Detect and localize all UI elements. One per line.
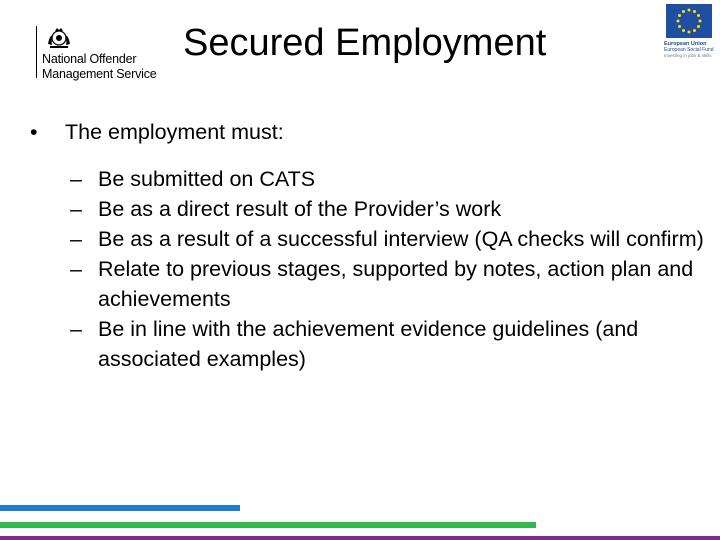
dash-icon: – (70, 167, 82, 191)
footer-bar-green (0, 522, 536, 528)
nps-logo-text (42, 52, 157, 82)
sub-bullet-list (30, 164, 710, 374)
sub-bullet (30, 254, 710, 314)
bullet-dot-icon: • (30, 120, 38, 144)
sub-bullet-text: Relate to previous stages, supported by notes, action plan and achievements (98, 257, 694, 311)
footer-bar-purple (0, 536, 720, 540)
nps-logo-line-1: National Offender (42, 52, 137, 66)
eu-logo-line-1: European Union (664, 41, 707, 47)
main-bullet-text: The employment must: (65, 120, 284, 144)
sub-bullet-text: Be submitted on CATS (98, 167, 316, 191)
nps-logo (16, 12, 176, 81)
sub-bullet (30, 314, 710, 374)
main-bullet (30, 120, 710, 156)
page-title: Secured Employment (183, 22, 547, 64)
sub-bullet (30, 194, 710, 224)
slide-content (30, 120, 710, 374)
sub-bullet-text: Be as a result of a successful interview (QA checks will confirm) (98, 227, 704, 251)
nps-logo-line-2: Management Service (42, 67, 157, 81)
eu-logo (658, 4, 718, 64)
footer-bar-blue (0, 505, 240, 511)
dash-icon: – (70, 257, 82, 281)
dash-icon: – (70, 197, 82, 221)
dash-icon: – (70, 227, 82, 251)
sub-bullet-text: Be as a direct result of the Provider’s work (98, 197, 502, 221)
eu-logo-line-3: Investing in jobs & skills (664, 53, 712, 58)
royal-crest-icon (46, 24, 72, 50)
logo-divider (36, 26, 37, 78)
sub-bullet-text: Be in line with the achievement evidence guidelines (and associated examples) (98, 317, 639, 371)
sub-bullet (30, 164, 710, 194)
dash-icon: – (70, 317, 82, 341)
eu-logo-line-2: European Social Fund (664, 47, 714, 53)
sub-bullet (30, 224, 710, 254)
eu-flag-icon (666, 4, 712, 38)
